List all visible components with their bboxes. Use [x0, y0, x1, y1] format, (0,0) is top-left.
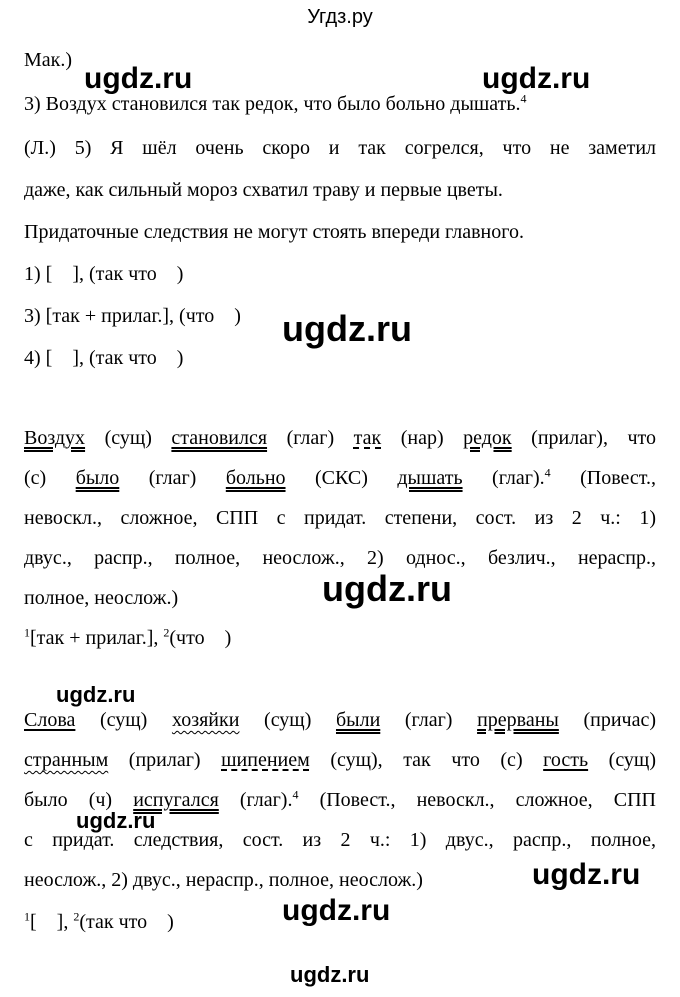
- subject-word: гость: [543, 749, 589, 771]
- predicate-word: становился: [171, 427, 268, 449]
- pos-tag: (глаг).: [462, 467, 545, 489]
- watermark: ugdz.ru: [532, 858, 641, 891]
- text-line: Мак.): [24, 49, 73, 71]
- footnote-mark: 4: [544, 465, 551, 480]
- pos-tag: (прилаг): [108, 749, 222, 771]
- analysis-line: [24, 424, 656, 452]
- text-line: (Л.) 5) Я шёл очень скоро и так согрелся, что не заметил: [24, 137, 656, 159]
- analysis-line: двус., распр., полное, неослож., 2) однос., безлич., нераспр.,: [24, 547, 656, 569]
- predicate-word: больно: [225, 467, 286, 489]
- watermark: ugdz.ru: [56, 682, 136, 707]
- scheme-line: 4) [ ], (так что ): [24, 347, 184, 369]
- predicate-word: было: [75, 467, 120, 489]
- text-line-content: 3) Воздух становился так редок, что было больно дышать.: [24, 93, 521, 115]
- watermark: ugdz.ru: [84, 62, 193, 95]
- analysis-line: невоскл., сложное, СПП с придат. степени, сост. из 2 ч.: 1): [24, 507, 656, 529]
- part-number: 2: [73, 909, 80, 924]
- pos-tag: (прилаг), что: [511, 427, 656, 449]
- watermark: ugdz.ru: [290, 962, 370, 987]
- subject-word: Слова: [24, 709, 76, 731]
- pos-tag: (сущ): [75, 709, 172, 731]
- analysis-line: полное, неослож.): [24, 587, 179, 609]
- pos-tag: (глаг): [380, 709, 478, 731]
- pos-tag: было (ч): [24, 789, 134, 811]
- pos-tag: (сущ): [85, 427, 172, 449]
- watermark: ugdz.ru: [76, 808, 156, 833]
- scheme-part: (так что ): [79, 911, 174, 933]
- pos-tag: (нар): [381, 427, 464, 449]
- watermark: ugdz.ru: [322, 568, 452, 609]
- analysis-line: [24, 464, 656, 492]
- pos-tag: (сущ), так что (с): [309, 749, 544, 771]
- scheme-line: 1) [ ], (так что ): [24, 263, 184, 285]
- pos-tag: (с): [24, 467, 76, 489]
- predicate-word: дышать: [397, 467, 463, 489]
- pos-tag: (глаг).: [218, 789, 293, 811]
- attribute-word: хозяйки: [171, 709, 240, 731]
- watermark: ugdz.ru: [282, 308, 412, 349]
- pos-tag: (сущ): [239, 709, 336, 731]
- text-line: [24, 90, 656, 118]
- predicate-word: были: [335, 709, 381, 731]
- pos-tag: (сущ): [588, 749, 656, 771]
- object-word: шипением: [221, 749, 310, 771]
- footnote-mark: 4: [520, 91, 527, 106]
- watermark: ugdz.ru: [482, 62, 591, 95]
- characteristic-text: (Повест.,: [550, 467, 657, 489]
- part-number: 1: [24, 625, 30, 640]
- pos-tag: (глаг): [119, 467, 226, 489]
- predicate-word: испугался: [133, 789, 219, 811]
- attribute-word: странным: [24, 749, 109, 771]
- watermark: ugdz.ru: [282, 894, 391, 927]
- pos-tag: (глаг): [267, 427, 354, 449]
- part-number: 2: [163, 625, 170, 640]
- scheme-line: 3) [так + прилаг.], (что ): [24, 305, 241, 327]
- subject-word: Воздух: [24, 427, 86, 449]
- text-line: Придаточные следствия не могут стоять впереди главного.: [24, 221, 524, 243]
- scheme-part: (что ): [169, 627, 232, 649]
- footnote-mark: 4: [292, 787, 299, 802]
- pos-tag: (причас): [558, 709, 657, 731]
- scheme-line: [24, 908, 656, 936]
- scheme-line: [24, 624, 656, 652]
- predicate-word: редок: [463, 427, 512, 449]
- characteristic-text: (Повест., невоскл., сложное, СПП: [298, 789, 656, 811]
- site-header: Угдз.ру: [307, 6, 373, 28]
- part-number: 1: [24, 909, 30, 924]
- adverbial-word: так: [353, 427, 382, 449]
- text-line: даже, как сильный мороз схватил траву и первые цветы.: [24, 179, 503, 201]
- scheme-part: [ ],: [30, 911, 74, 933]
- analysis-line: [24, 706, 656, 734]
- analysis-line: [24, 786, 656, 814]
- analysis-line: [24, 746, 656, 774]
- scheme-part: [так + прилаг.],: [30, 627, 164, 649]
- analysis-line: неослож., 2) двус., нераспр., полное, неослож.): [24, 869, 423, 891]
- predicate-word: прерваны: [477, 709, 559, 731]
- pos-tag: (СКС): [285, 467, 398, 489]
- analysis-line: с придат. следствия, сост. из 2 ч.: 1) двус., распр., полное,: [24, 829, 656, 851]
